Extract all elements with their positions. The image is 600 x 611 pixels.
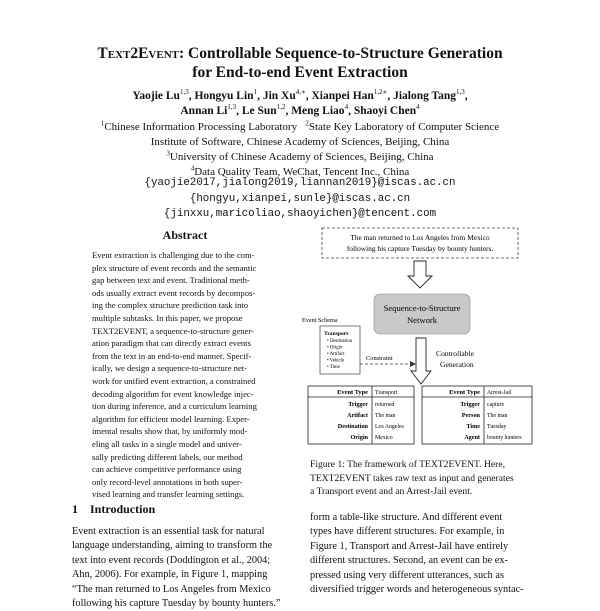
- author-name: Annan Li: [180, 105, 228, 117]
- table-header-value: Transport: [375, 390, 398, 396]
- constraint-label: Constraint: [366, 355, 393, 362]
- table-header-value: Arrest-Jail: [487, 390, 512, 396]
- table-cell-value: Mexico: [375, 435, 393, 441]
- table-cell-value: Tuesday: [487, 424, 507, 430]
- arrow-down-icon: [411, 338, 431, 384]
- body-line: different structures. Second, an event can be ex-: [310, 555, 508, 567]
- table-header-key: Event Type: [337, 389, 368, 396]
- abstract-line: sally predicting different labels, our method: [92, 451, 243, 462]
- abstract-line: multiple subtasks. In this paper, we propose: [92, 312, 243, 323]
- abstract-line: can achieve competitive performance using: [92, 464, 242, 475]
- abstract-heading: Abstract: [162, 228, 208, 242]
- intro-left-text: [72, 525, 281, 611]
- author-sup: 1,3: [227, 103, 237, 112]
- schema-item: • Artifact: [327, 352, 345, 357]
- controllable-label-line1: Controllable: [436, 349, 474, 358]
- caption-line: a Transport event and an Arrest-Jail event.: [310, 486, 473, 497]
- intro-right-text: [310, 511, 524, 597]
- abstract-line: ods usually extract event records by decompos-: [92, 287, 256, 298]
- author-name: Xianpei Han: [311, 90, 374, 102]
- affiliation-line-1: $^1$Chinese Information Processing Laboratory $^2$State Key Laboratory of Computer Science: [100, 119, 500, 133]
- title-system-name: Text2Event: [97, 45, 179, 62]
- abstract-line: algorithm for efficient model learning. Exper-: [92, 413, 250, 424]
- body-line: text into event records (Doddington et al., 2004;: [72, 554, 271, 566]
- affiliations: [0, 120, 600, 180]
- author-name: Shaoyi Chen: [353, 105, 417, 117]
- abstract-line: work for unified event extraction, a constrained: [92, 375, 256, 386]
- abstract-line: gap between text and event. Traditional meth-: [92, 275, 250, 286]
- affiliation-line-3: $^3$University of Chinese Academy of Sciences, Beijing, China: [166, 149, 434, 163]
- email-line-2: {hongyu,xianpei,sunle}@iscas.ac.cn: [189, 192, 411, 205]
- abstract-line: TEXT2EVENT, a sequence-to-structure gener-: [92, 325, 254, 336]
- table-cell-value: returned: [375, 402, 395, 408]
- schema-label: Event Schema: [302, 317, 338, 324]
- abstract-line: tion during inference, and a curriculum learning: [92, 401, 257, 412]
- table-cell-value: bounty hunters: [487, 435, 522, 441]
- abstract-line: ation paradigm that can directly extract events: [92, 338, 251, 349]
- body-line: Event extraction is an essential task for natural: [72, 526, 265, 537]
- table-cell-key: Artifact: [347, 412, 368, 419]
- input-text-line1: The man returned to Los Angeles from Mexico: [350, 233, 490, 242]
- author-name: Hongyu Lin: [194, 90, 254, 102]
- abstract-line: from the text in an end-to-end manner. Specif-: [92, 350, 252, 361]
- schema-item: • Destination: [327, 339, 352, 344]
- schema-item: • Time: [327, 365, 340, 370]
- author-line-1: Yaojie Lu$^{1,3}$, Hongyu Lin$^1$, Jin $Xu^{4,∗}$, Xianpei Han$^{1,2∗}$, Jialong Tang$^{1,3}$,: [132, 88, 468, 102]
- table-cell-key: Destination: [337, 423, 368, 430]
- body-line: Figure 1, Transport and Arrest-Jail have entirely: [310, 540, 509, 552]
- abstract-line: only record-level annotations in both super-: [92, 476, 243, 487]
- author-sup: 1,3: [456, 88, 465, 97]
- table-header-key: Event Type: [449, 389, 480, 396]
- abstract-line: plex structure of event records and the semantic: [92, 262, 257, 273]
- abstract-line: imental results show that, by uniformly mod-: [92, 426, 248, 437]
- table-cell-key: Time: [466, 423, 480, 430]
- author-sup: 4: [416, 103, 420, 112]
- section-heading: [72, 502, 155, 517]
- body-line: pressed using very different utterances, such as: [310, 569, 504, 581]
- author-name: Jialong Tang: [393, 90, 457, 102]
- abstract-line: Event extraction is challenging due to the com-: [92, 250, 255, 260]
- event-table-arrest-jail: [422, 386, 532, 444]
- body-line: diversified trigger words and heterogeneous syntac-: [310, 584, 524, 596]
- seq2struct-network-box: [374, 294, 470, 334]
- author-sup: 1: [253, 88, 258, 97]
- author-sup: 4,∗: [295, 88, 306, 97]
- schema-item: • Origin: [327, 345, 343, 351]
- abstract-body: [92, 249, 278, 501]
- table-cell-key: Agent: [464, 434, 480, 441]
- table-cell-value: Los Angeles: [375, 424, 404, 430]
- caption-line: Figure 1: The framework of TEXT2EVENT. Here,: [310, 459, 506, 470]
- author-name: Yaojie Lu: [132, 90, 180, 102]
- abstract-line: decoding algorithm for event knowledge injec-: [92, 388, 254, 399]
- input-text-line2: following his capture Tuesday by bounty hunters.: [346, 244, 494, 253]
- section-title: Introduction: [90, 502, 156, 516]
- author-sup: 1,2∗: [373, 88, 388, 97]
- body-line: Ahn, 2006). For example, in Figure 1, mapping: [72, 569, 268, 581]
- arrow-down-icon: [408, 261, 432, 288]
- title-line1-rest: : Controllable Sequence-to-Structure Generation: [179, 45, 503, 62]
- title-line2: for End-to-end Event Extraction: [192, 64, 408, 81]
- body-line: types have different structures. For example, in: [310, 526, 505, 538]
- body-line: language understanding, aiming to transform the: [72, 540, 273, 552]
- table-cell-key: Trigger: [348, 401, 368, 408]
- table-cell-value: capture: [487, 402, 505, 408]
- table-cell-key: Origin: [350, 434, 368, 441]
- author-sup: 4: [344, 103, 349, 112]
- author-sup: 1,3: [179, 88, 189, 97]
- network-label-line2: Network: [406, 315, 438, 325]
- schema-title: Transport: [324, 331, 349, 337]
- schema-item: • Vehicle: [327, 358, 345, 364]
- affiliation-line-2: Institute of Software, Chinese Academy of Sciences, Beijing, China: [150, 136, 450, 148]
- author-list: [0, 89, 600, 119]
- section-number: 1: [72, 502, 78, 516]
- caption-line: TEXT2EVENT takes raw text as input and generates: [310, 472, 514, 484]
- body-line: form a table-like structure. And different event: [310, 512, 503, 523]
- event-table-transport: [308, 386, 414, 444]
- figure-1-framework: [300, 226, 540, 452]
- body-line: following his capture Tuesday by bounty hunters.”: [72, 598, 281, 610]
- author-line-2: Annan Li$^{1,3}$, Le Sun$^{1,2}$, Meng Liao$^4$, Shaoyi Chen$^4$: [180, 103, 420, 117]
- author-name: Le Sun: [241, 105, 277, 117]
- figure-caption: [310, 458, 532, 499]
- table-cell-value: The man: [375, 413, 396, 419]
- table-cell-key: Person: [461, 412, 480, 419]
- table-cell-key: Trigger: [460, 401, 480, 408]
- affiliation-line-4: $^4$Data Quality Team, WeChat, Tencent Inc., China: [190, 164, 410, 178]
- email-line-1: {yaojie2017,jialong2019,liannan2019}@iscas.ac.cn: [144, 177, 456, 189]
- abstract-line: vised learning and transfer learning settings.: [92, 489, 245, 500]
- email-addresses: [0, 176, 600, 223]
- paper-title: [0, 44, 600, 82]
- email-line-3: {jinxxu,maricoliao,shaoyichen}@tencent.com: [163, 208, 437, 220]
- abstract-line: ically, we design a sequence-to-structure net-: [92, 363, 248, 374]
- constraint-arrow-icon: [410, 361, 416, 367]
- controllable-label-line2: Generation: [440, 360, 474, 369]
- author-sup: 1,2: [276, 103, 286, 112]
- network-label-line1: Sequence-to-Structure: [383, 303, 461, 313]
- table-cell-value: The man: [487, 413, 508, 419]
- body-line: “The man returned to Los Angeles from Mexico: [72, 583, 271, 595]
- author-name: Jin Xu: [262, 90, 296, 102]
- author-name: Meng Liao: [291, 105, 345, 117]
- abstract-line: eling all tasks in a single model and univer-: [92, 438, 242, 449]
- abstract-line: ing the complex structure prediction task into: [92, 300, 249, 311]
